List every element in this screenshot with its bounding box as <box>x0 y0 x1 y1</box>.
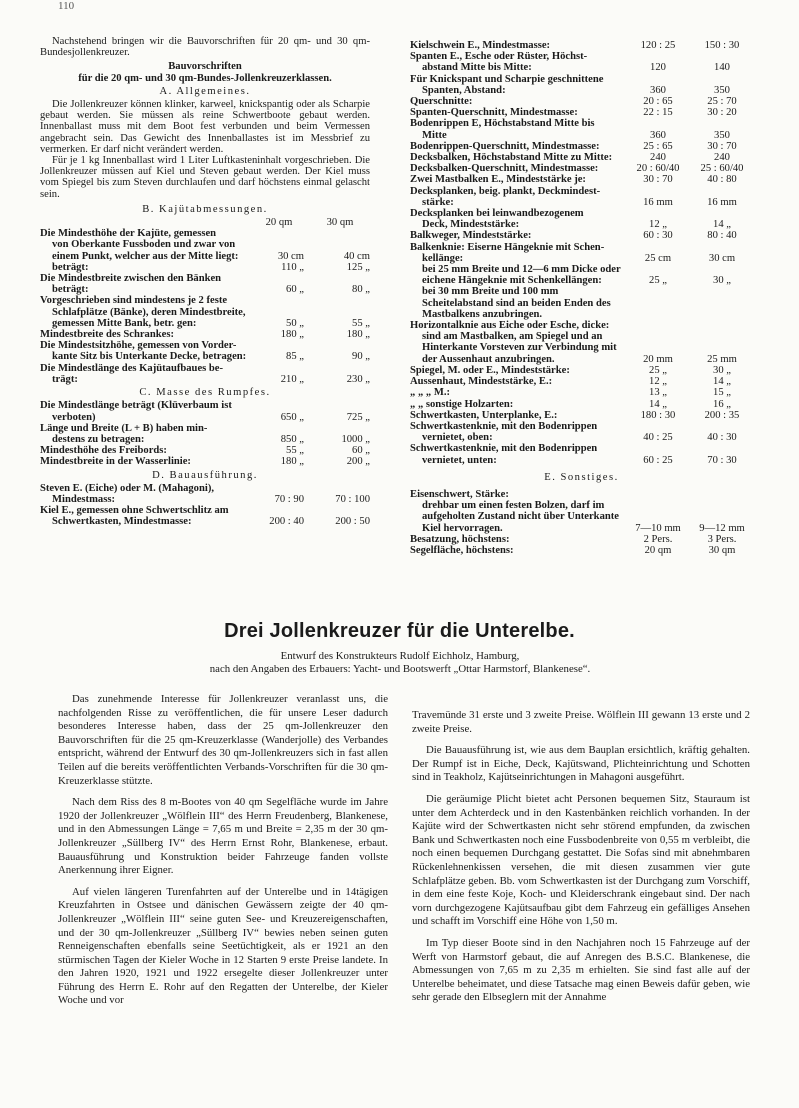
value-30qm: 725 „ <box>346 411 370 423</box>
row-label <box>410 489 625 534</box>
value-30qm: 80 „ <box>352 284 370 296</box>
row-label <box>410 186 625 208</box>
value-20qm: 16 mm <box>643 196 673 208</box>
value-20qm: 2 Pers. <box>643 533 673 545</box>
section-b-table <box>40 228 370 385</box>
row-label-text: Decksbalken-Querschnitt, Mindestmasse: <box>410 163 599 175</box>
row-label-text: Eisenschwert, Stärke: <box>410 488 509 500</box>
value-20qm: 20 : 65 <box>643 96 673 108</box>
row-label-text: Spanten-Querschnitt, Mindestmasse: <box>410 107 578 119</box>
value-20qm: 22 : 15 <box>643 107 673 119</box>
row-label-continuation: destens zu betragen: <box>52 433 145 445</box>
value-20qm: 210 „ <box>280 373 304 385</box>
value-30qm: 30 cm <box>708 252 736 264</box>
value-30qm: 3 Pers. <box>707 533 737 545</box>
row-label <box>410 264 625 286</box>
row-label <box>40 423 248 445</box>
value-30qm: 9—12 mm <box>699 522 745 534</box>
table-row <box>40 295 370 329</box>
row-label <box>410 286 625 320</box>
row-label <box>410 320 625 365</box>
table-row <box>40 456 370 467</box>
row-label-continuation: Mindestmass: <box>52 493 115 505</box>
value-30qm: 30 qm <box>708 544 736 556</box>
row-label-text: Mindesthöhe des Freibords: <box>40 445 167 457</box>
value-20qm: 110 „ <box>281 261 304 273</box>
value-20qm: 14 „ <box>649 398 667 410</box>
article-title: Drei Jollenkreuzer für die Unterelbe. <box>224 620 575 642</box>
table-row <box>40 363 370 385</box>
value-30qm: 70 : 100 <box>335 493 370 505</box>
table-row <box>410 152 753 163</box>
row-label <box>410 174 625 185</box>
row-label-text: Balkweger, Mindeststärke: <box>410 230 532 242</box>
value-30qm: 40 cm <box>343 250 370 262</box>
value-30qm: 55 „ <box>352 317 370 329</box>
row-label <box>410 141 625 152</box>
row-label <box>410 208 625 230</box>
article-builder-line: nach den Angaben des Erbauers: Yacht- und Bootswerft „Ottar Harmstorf, Blankenese“. <box>209 663 591 675</box>
value-20qm: 650 „ <box>280 411 304 423</box>
table-row <box>410 230 753 241</box>
value-30qm: 16 „ <box>713 398 731 410</box>
value-20qm: 13 „ <box>649 387 667 399</box>
row-label <box>410 545 625 556</box>
row-label <box>40 445 248 456</box>
table-row <box>410 74 753 96</box>
table-row <box>410 534 753 545</box>
value-20qm: 50 „ <box>286 317 304 329</box>
row-label <box>410 40 625 51</box>
row-label-text: Länge und Breite (L + B) haben min- <box>40 422 208 434</box>
row-label-continuation: vernietet, oben: <box>422 432 493 444</box>
value-30qm: 350 <box>714 129 730 141</box>
row-label-continuation: verboten) <box>52 411 96 423</box>
value-30qm: 30 „ <box>713 364 731 376</box>
row-label <box>40 262 248 273</box>
value-30qm: 30 : 70 <box>707 140 737 152</box>
table-row <box>410 410 753 421</box>
row-label-text: Balkenknie: Eiserne Hängeknie mit Schen- <box>410 241 605 253</box>
row-label <box>410 443 625 465</box>
row-label <box>40 228 248 262</box>
article-paragraph: Travemünde 31 erste und 3 zweite Preise. Wölflein III gewann 13 erste und 2 zweite Preise. <box>412 709 750 735</box>
value-30qm: 30 „ <box>713 275 731 287</box>
table-row <box>410 320 753 365</box>
row-label <box>410 421 625 443</box>
value-30qm: 70 : 30 <box>707 454 737 466</box>
table-row <box>410 264 753 286</box>
row-label <box>40 295 248 329</box>
row-label-text: Kiel E., gemessen ohne Schwertschlitz am <box>40 505 229 517</box>
table-row <box>410 545 753 556</box>
table-row <box>40 262 370 273</box>
row-label <box>410 399 625 410</box>
value-20qm: 180 „ <box>280 329 304 341</box>
row-label-text: Horizontalknie aus Eiche oder Esche, dicke: <box>410 320 610 332</box>
value-20qm: 25 : 65 <box>643 140 673 152</box>
table-row <box>40 340 370 362</box>
value-20qm: 30 cm <box>277 250 304 262</box>
table-row <box>410 365 753 376</box>
intro-text: Nachstehend bringen wir die Bauvorschriften für 20 qm- und 30 qm-Bundesjollenkreuzer. <box>40 36 370 59</box>
table-row <box>40 445 370 456</box>
value-20qm: 85 „ <box>286 351 304 363</box>
article-byline: Entwurf des Konstrukteurs Rudolf Eichholz, Hamburg, <box>280 650 520 662</box>
value-30qm: 40 : 30 <box>707 432 737 444</box>
column-header-30qm: 30 qm <box>326 217 354 229</box>
value-30qm: 1000 „ <box>341 433 370 445</box>
value-20qm: 20 mm <box>643 353 673 365</box>
row-label <box>410 534 625 545</box>
section-c-heading: C. Masse des Rumpfes. <box>139 387 271 399</box>
row-label <box>40 483 248 505</box>
value-30qm: 180 „ <box>346 329 370 341</box>
row-label-text: „ „ „ M.: <box>410 387 451 399</box>
row-label-continuation: beträgt: <box>52 284 89 296</box>
row-label-text: „ „ sonstige Holzarten: <box>410 398 514 410</box>
row-label-continuation: von Oberkante Fussboden und zwar von einem Punkt, welcher aus der Mitte liegt: <box>52 239 239 262</box>
article-paragraph: Auf vielen längeren Turenfahrten auf der Unterelbe und in 14tägigen Kreuzfahrten in Ostsee und dänischen Gewässern zeigte der 40 qm-Jollenkreuzer „Wölflein III“ seine guten See- und Kreuzereigenschaften, und der 30 qm-Jollenkreuzer „Süllberg IV“ bewies neben seinen guten Renneigenschaften ebenfalls seine Seetüchtigkeit, als er 1921 an den stürmischen Tagen der Kieler Woche in 12 Starten 9 erste Preise landete. In den Jahren 1920, 1921 und 1922 ersegelte dieser Jollenkreuzer unter Führung des Herrn E. Rohr auf den Regatten der Unterelbe, der Kieler Woche und vor <box>58 885 388 1007</box>
row-label-continuation: kellänge: <box>422 252 464 264</box>
row-label-continuation: Schlafplätze (Bänke), deren Mindestbreite, gemessen Mitte Bank, betr. gen: <box>52 306 246 329</box>
row-label-continuation: stärke: <box>422 196 454 208</box>
table-row <box>410 443 753 465</box>
row-label <box>410 410 625 421</box>
row-label-text: Schwertkasten, Unterplanke, E.: <box>410 409 558 421</box>
row-label-text: Bodenrippen-Querschnitt, Mindestmasse: <box>410 140 600 152</box>
row-label-continuation: bei 25 mm Breite und 12—6 mm Dicke oder eichene Hängeknie mit Schenkellängen: <box>422 264 621 287</box>
value-30qm: 150 : 30 <box>704 40 740 51</box>
value-20qm: 180 : 30 <box>640 409 676 421</box>
row-label <box>410 74 625 96</box>
value-30qm: 80 : 40 <box>707 230 737 242</box>
table-row <box>410 376 753 387</box>
value-30qm: 125 „ <box>346 261 370 273</box>
value-30qm: 40 : 80 <box>707 174 737 186</box>
value-30qm: 230 „ <box>346 373 370 385</box>
table-row <box>410 141 753 152</box>
regulations-subheading: für die 20 qm- und 30 qm-Bundes-Jollenkreuzerklassen. <box>78 72 332 84</box>
table-row <box>40 400 370 422</box>
row-label-continuation: Schwertkasten, Mindestmasse: <box>52 516 192 528</box>
row-label-text: Segelfläche, höchstens: <box>410 544 514 556</box>
row-label-text: Schwertkastenknie, mit den Bodenrippen <box>410 443 598 455</box>
value-20qm: 25 „ <box>649 364 667 376</box>
row-label-text: Schwertkastenknie, mit den Bodenrippen <box>410 420 598 432</box>
table-row <box>40 423 370 445</box>
row-label <box>410 376 625 387</box>
section-c-table <box>40 400 370 467</box>
section-b-heading: B. Kajütabmessungen. <box>142 203 268 215</box>
row-label <box>410 230 625 241</box>
table-row <box>410 489 753 534</box>
value-30qm: 200 : 35 <box>704 409 740 421</box>
value-20qm: 60 „ <box>286 284 304 296</box>
row-label-text: Die Mindestlänge beträgt (Klüverbaum ist <box>40 400 232 412</box>
article-paragraph: Im Typ dieser Boote sind in den Nachjahren noch 15 Fahrzeuge auf der Werft von Harmstorf gebaut, die auf Anregen des B.S.C. Blankenese, die Abmessungen von 7,65 m zu 2,35 m erhielten. Sie sind fast alle auf der Unterelbe beheimatet, und diese Tatsache mag einen Beweis dafür geben, wie sehr gerade den Elbseglern mit der Annahme <box>412 936 750 1004</box>
value-20qm: 850 „ <box>280 433 304 445</box>
value-20qm: 70 : 90 <box>274 493 304 505</box>
value-20qm: 60 : 30 <box>643 230 673 242</box>
value-20qm: 25 „ <box>649 275 667 287</box>
row-label-text: Mindestbreite des Schrankes: <box>40 329 174 341</box>
row-label-continuation: drehbar um einen festen Bolzen, darf im aufgeholten Zustand nicht über Unterkante Kiel hervorragen. <box>422 500 619 534</box>
table-row <box>410 242 753 264</box>
section-e-heading: E. Sonstiges. <box>544 471 619 483</box>
article-subtitle <box>120 650 680 676</box>
value-20qm: 60 : 25 <box>643 454 673 466</box>
row-label-text: Decksplanken bei leinwandbezogenem <box>410 208 584 220</box>
value-20qm: 30 : 70 <box>643 174 673 186</box>
page-number: 110 <box>58 0 75 12</box>
row-label-continuation: bei 30 mm Breite und 100 mm Scheitelabstand sind an beiden Enden des Mastbalkens anzubringen. <box>422 286 611 320</box>
row-label <box>410 118 625 140</box>
table-row <box>410 163 753 174</box>
row-label-text: Decksbalken, Höchstabstand Mitte zu Mitte: <box>410 152 613 164</box>
row-label-text: Steven E. (Eiche) oder M. (Mahagoni), <box>40 482 214 494</box>
article-left-column <box>58 693 388 1008</box>
article-paragraph: Die Bauausführung ist, wie aus dem Bauplan ersichtlich, kräftig gehalten. Der Rumpf ist in Eiche, Deck, Kajütswand, Plichteinrichtung und Schotten sind in Teakholz, Kajütseinrichtungen in Mahagoni ausgeführt. <box>412 744 750 784</box>
row-label <box>410 96 625 107</box>
row-label <box>410 365 625 376</box>
value-20qm: 40 : 25 <box>643 432 673 444</box>
value-30qm: 200 „ <box>346 456 370 468</box>
table-row <box>410 399 753 410</box>
row-label-continuation: abstand Mitte bis Mitte: <box>422 62 532 74</box>
row-label-text: Die Mindestbreite zwischen den Bänken <box>40 273 222 285</box>
value-20qm: 120 : 25 <box>640 40 676 51</box>
value-20qm: 12 „ <box>649 376 667 388</box>
regulations-heading: Bauvorschriften <box>168 61 242 73</box>
row-label <box>40 363 248 385</box>
row-label-continuation: Mitte <box>422 129 447 141</box>
value-20qm: 20 qm <box>644 544 672 556</box>
row-label <box>410 107 625 118</box>
section-a-heading: A. Allgemeines. <box>159 85 251 97</box>
value-20qm: 200 : 40 <box>269 516 304 528</box>
value-20qm: 120 <box>650 62 666 74</box>
row-label-text: Die Mindestsitzhöhe, gemessen von Vorder- <box>40 340 237 352</box>
row-label-text: Vorgeschrieben sind mindestens je 2 feste <box>40 295 228 307</box>
table-row <box>410 118 753 140</box>
value-30qm: 16 mm <box>707 196 737 208</box>
value-20qm: 360 <box>650 84 666 96</box>
value-30qm: 25 : 60/40 <box>700 163 744 175</box>
table-row <box>410 186 753 208</box>
table-row <box>410 107 753 118</box>
value-20qm: 12 „ <box>649 219 667 231</box>
value-30qm: 14 „ <box>713 376 731 388</box>
value-20qm: 25 cm <box>644 252 672 264</box>
row-label <box>410 51 625 73</box>
value-20qm: 180 „ <box>280 456 304 468</box>
section-a-paragraph-2: Für je 1 kg Innenballast wird 1 Liter Luftkasteninhalt vorgeschrieben. Die Jollenkreuzer müssen auf Kiel und Steven gebaut werden. Der Kiel muss vom Spiegel bis zum Steven durchlaufen und darf höchstens einmal gelascht sein. <box>40 155 370 200</box>
table-row <box>40 273 370 295</box>
value-20qm: 20 : 60/40 <box>636 163 680 175</box>
row-label-text: Mindestbreite in der Wasserlinie: <box>40 456 191 468</box>
value-20qm: 240 <box>650 152 666 164</box>
value-30qm: 200 : 50 <box>335 516 370 528</box>
row-label-text: Besatzung, höchstens: <box>410 533 510 545</box>
article-paragraph: Das zunehmende Interesse für Jollenkreuzer veranlasst uns, die nachfolgenden Risse zu veröffentlichen, die für unsere Leser dadurch besonderes Interesse haben, dass der 25 qm-Jollenkreuzer den Bauvorschriften für die 25 qm-Kreuzerklasse (Wanderjolle) des Verbandes entspricht, während der Entwurf des 30 qm-Jollenkreuzers sich in fast allen Teilen auf die bereits veröffentlichten Verbands-Vorschriften für die 30 qm-Kreuzerklasse stützte. <box>58 693 388 787</box>
table-row <box>410 286 753 320</box>
row-label <box>410 387 625 398</box>
value-30qm: 25 mm <box>707 353 737 365</box>
table-row <box>410 208 753 230</box>
table-row <box>410 40 753 51</box>
value-30qm: 140 <box>714 62 730 74</box>
table-row <box>40 228 370 262</box>
value-30qm: 240 <box>714 152 730 164</box>
row-label-text: Die Mindestlänge des Kajütaufbaues be- <box>40 362 224 374</box>
column-headers <box>40 217 370 228</box>
row-label <box>410 242 625 264</box>
table-row <box>410 51 753 73</box>
table-row <box>410 174 753 185</box>
value-30qm: 15 „ <box>713 387 731 399</box>
row-label <box>40 329 248 340</box>
row-label <box>40 456 248 467</box>
row-label-continuation: beträgt: <box>52 261 89 273</box>
row-label-text: Aussenhaut, Mindeststärke, E.: <box>410 376 553 388</box>
row-label <box>410 152 625 163</box>
article-paragraph: Nach dem Riss des 8 m-Bootes von 40 qm Segelfläche wurde im Jahre 1920 der Jollenkreuzer „Wölflein III“ des Herrn Freudenberg, Blankenese, und in den Abmessungen Länge = 7,65 m und Breite = 2,35 m der 30 qm-Jollenkreuzer „Süllberg IV“ des Herrn Ernst Rohr, Blankenese, erbaut. Bauausführung und Konstruktion beider Fahrzeuge fanden vollste Anerkennung ihrer Eigner. <box>58 796 388 877</box>
value-30qm: 350 <box>714 84 730 96</box>
row-label-text: Querschnitte: <box>410 96 473 108</box>
row-label-text: Die Mindesthöhe der Kajüte, gemessen <box>40 228 217 240</box>
row-label-text: Zwei Mastbalken E., Mindeststärke je: <box>410 174 586 186</box>
article-paragraph: Die geräumige Plicht bietet acht Personen bequemen Sitz, Stauraum ist unter dem Achterdeck und in den Kastenbänken reichlich vorhanden. In der Kajüte wird der Schwertkasten nicht sehr störend empfunden, da zwischen Bank und Schwertkasten noch eine Fussbodenbreite von 0,55 m verbleibt, die noch einen bequemen Durchgang gestattet. Die Sofas sind mit abnehmbaren Rückenlehnenkissen versehen, die mit diesen zusammen vier gute Schlafplätze geben. Bb. vom Schwertkasten ist der Durchgang zum Vorschiff, in dem eine feste Koje, Koch- und Kleiderschrank eingebaut sind. Der nach vorn durchgezogene Kajütsaufbau gibt dem Fahrzeug ein gefälliges Ansehen und schafft im Vorschiff eine Höhe von 1,50 m. <box>412 792 750 928</box>
table-row <box>40 329 370 340</box>
regulations-left-column <box>40 36 370 528</box>
table-row <box>40 483 370 505</box>
regulations-right-column <box>410 40 753 556</box>
column-header-20qm: 20 qm <box>265 217 293 229</box>
section-d-table <box>40 483 370 528</box>
row-label-text: Spiegel, M. oder E., Mindeststärke: <box>410 364 570 376</box>
section-a-paragraph-1: Die Jollenkreuzer können klinker, karweel, knickspantig oder als Scharpie gebaut werden. Sie müssen als reine Schwertboote gebaut werden. Innenballast muss mit dem Boot fest verbunden und beim Vermessen angebracht sein. Das Gewicht des Innenballastes ist im Messbrief zu vermerken. Er darf nicht verändert werden. <box>40 99 370 155</box>
row-label-text: Für Knickspant und Scharpie geschnittene <box>410 73 604 85</box>
value-20qm: 360 <box>650 129 666 141</box>
row-label-text: Bodenrippen E, Höchstabstand Mitte bis <box>410 118 595 130</box>
row-label <box>40 340 248 362</box>
value-30qm: 60 „ <box>352 445 370 457</box>
row-label-text: Decksplanken, beig. plankt, Deckmindest- <box>410 185 601 197</box>
row-label-continuation: Deck, Mindeststärke: <box>422 219 520 231</box>
table-row <box>40 505 370 527</box>
construction-table <box>410 40 753 466</box>
row-label-text: Kielschwein E., Mindestmasse: <box>410 40 551 51</box>
table-row <box>410 421 753 443</box>
row-label <box>410 163 625 174</box>
row-label-continuation: Spanten, Abstand: <box>422 84 506 96</box>
row-label <box>40 400 248 422</box>
row-label <box>40 273 248 295</box>
section-d-heading: D. Bauausführung. <box>152 469 258 481</box>
row-label-continuation: sind am Mastbalken, am Spiegel und an Hinterkante Vorsteven zur Verbindung mit der Aussenhaut anzubringen. <box>422 331 617 365</box>
value-20qm: 55 „ <box>286 445 304 457</box>
row-label-continuation: trägt: <box>52 373 78 385</box>
row-label-continuation: kante Sitz bis Unterkante Decke, betragen: <box>52 351 247 363</box>
value-30qm: 90 „ <box>352 351 370 363</box>
row-label <box>40 505 248 527</box>
article-right-column <box>412 709 750 1005</box>
value-30qm: 25 : 70 <box>707 96 737 108</box>
table-row <box>410 96 753 107</box>
table-row <box>410 387 753 398</box>
row-label-text: Spanten E., Esche oder Rüster, Höchst- <box>410 51 588 63</box>
row-label-continuation: vernietet, unten: <box>422 454 497 466</box>
section-e-table <box>410 489 753 556</box>
value-30qm: 30 : 20 <box>707 107 737 119</box>
value-20qm: 7—10 mm <box>635 522 681 534</box>
value-30qm: 14 „ <box>713 219 731 231</box>
